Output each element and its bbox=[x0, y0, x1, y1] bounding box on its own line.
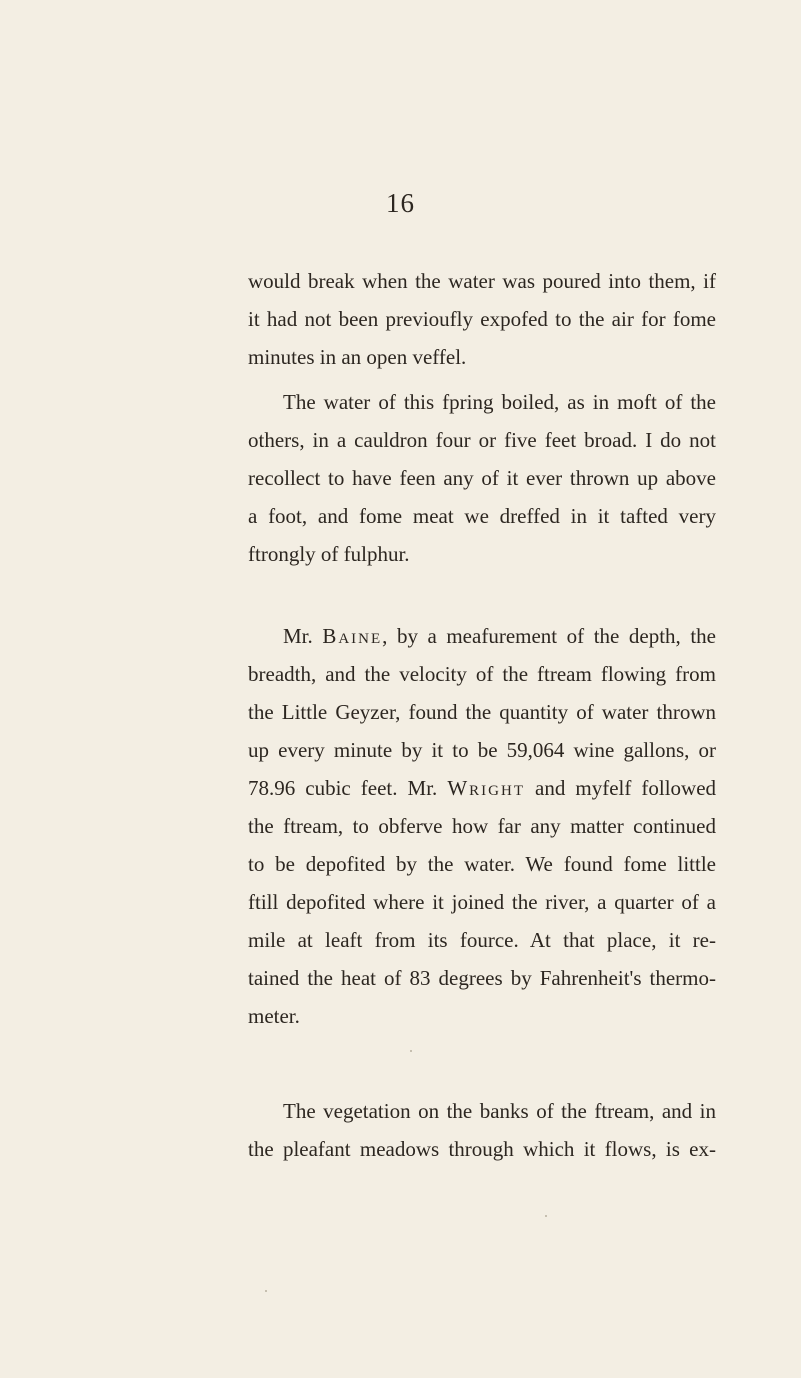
text-line: tained the heat of 83 degrees by Fahrenheit's thermo- bbox=[248, 966, 716, 990]
page-number: 16 bbox=[386, 188, 415, 218]
text-line: the ftream, to obferve how far any matter continued bbox=[248, 814, 716, 838]
text-line: others, in a cauldron four or five feet broad. I do not bbox=[248, 428, 716, 452]
line-remainder: and myfelf followed bbox=[535, 776, 716, 800]
line-remainder: , by a meafurement of the depth, the bbox=[382, 624, 716, 648]
text-line: to be depofited by the water. We found fome little bbox=[248, 852, 716, 876]
paragraph-4 bbox=[248, 1092, 716, 1168]
title-prefix: Mr. bbox=[283, 624, 313, 648]
text-line: a foot, and fome meat we dreffed in it tafted very bbox=[248, 504, 716, 528]
person-name-baine: Baine bbox=[322, 624, 383, 648]
text-line: ftrongly of fulphur. bbox=[248, 542, 410, 566]
text-line: up every minute by it to be 59,064 wine gallons, or bbox=[248, 738, 716, 762]
paper-speck bbox=[545, 1215, 547, 1217]
text-line: would break when the water was poured into them, if bbox=[248, 269, 716, 293]
text-line bbox=[248, 769, 716, 807]
text-line: ftill depofited where it joined the river, a quarter of a bbox=[248, 890, 716, 914]
text-line: it had not been previoufly expofed to the air for fome bbox=[248, 307, 716, 331]
paragraph-2 bbox=[248, 383, 716, 573]
text-line bbox=[248, 617, 716, 655]
text-line: the pleafant meadows through which it flows, is ex- bbox=[248, 1137, 716, 1161]
paper-speck bbox=[265, 1290, 267, 1292]
text-line: mile at leaft from its fource. At that place, it re- bbox=[248, 928, 716, 952]
text-line: The water of this fpring boiled, as in moft of the bbox=[283, 390, 716, 414]
person-name-wright: Wright bbox=[447, 776, 525, 800]
paragraph-3 bbox=[248, 617, 716, 1035]
paper-speck bbox=[410, 1050, 412, 1052]
line-start: 78.96 cubic feet. Mr. bbox=[248, 776, 438, 800]
paragraph-1 bbox=[248, 262, 716, 376]
text-line: meter. bbox=[248, 1004, 300, 1028]
text-line: The vegetation on the banks of the ftream, and in bbox=[283, 1099, 716, 1123]
text-line: the Little Geyzer, found the quantity of water thrown bbox=[248, 700, 716, 724]
text-line: minutes in an open veffel. bbox=[248, 345, 467, 369]
text-line: recollect to have feen any of it ever thrown up above bbox=[248, 466, 716, 490]
text-line: breadth, and the velocity of the ftream flowing from bbox=[248, 662, 716, 686]
